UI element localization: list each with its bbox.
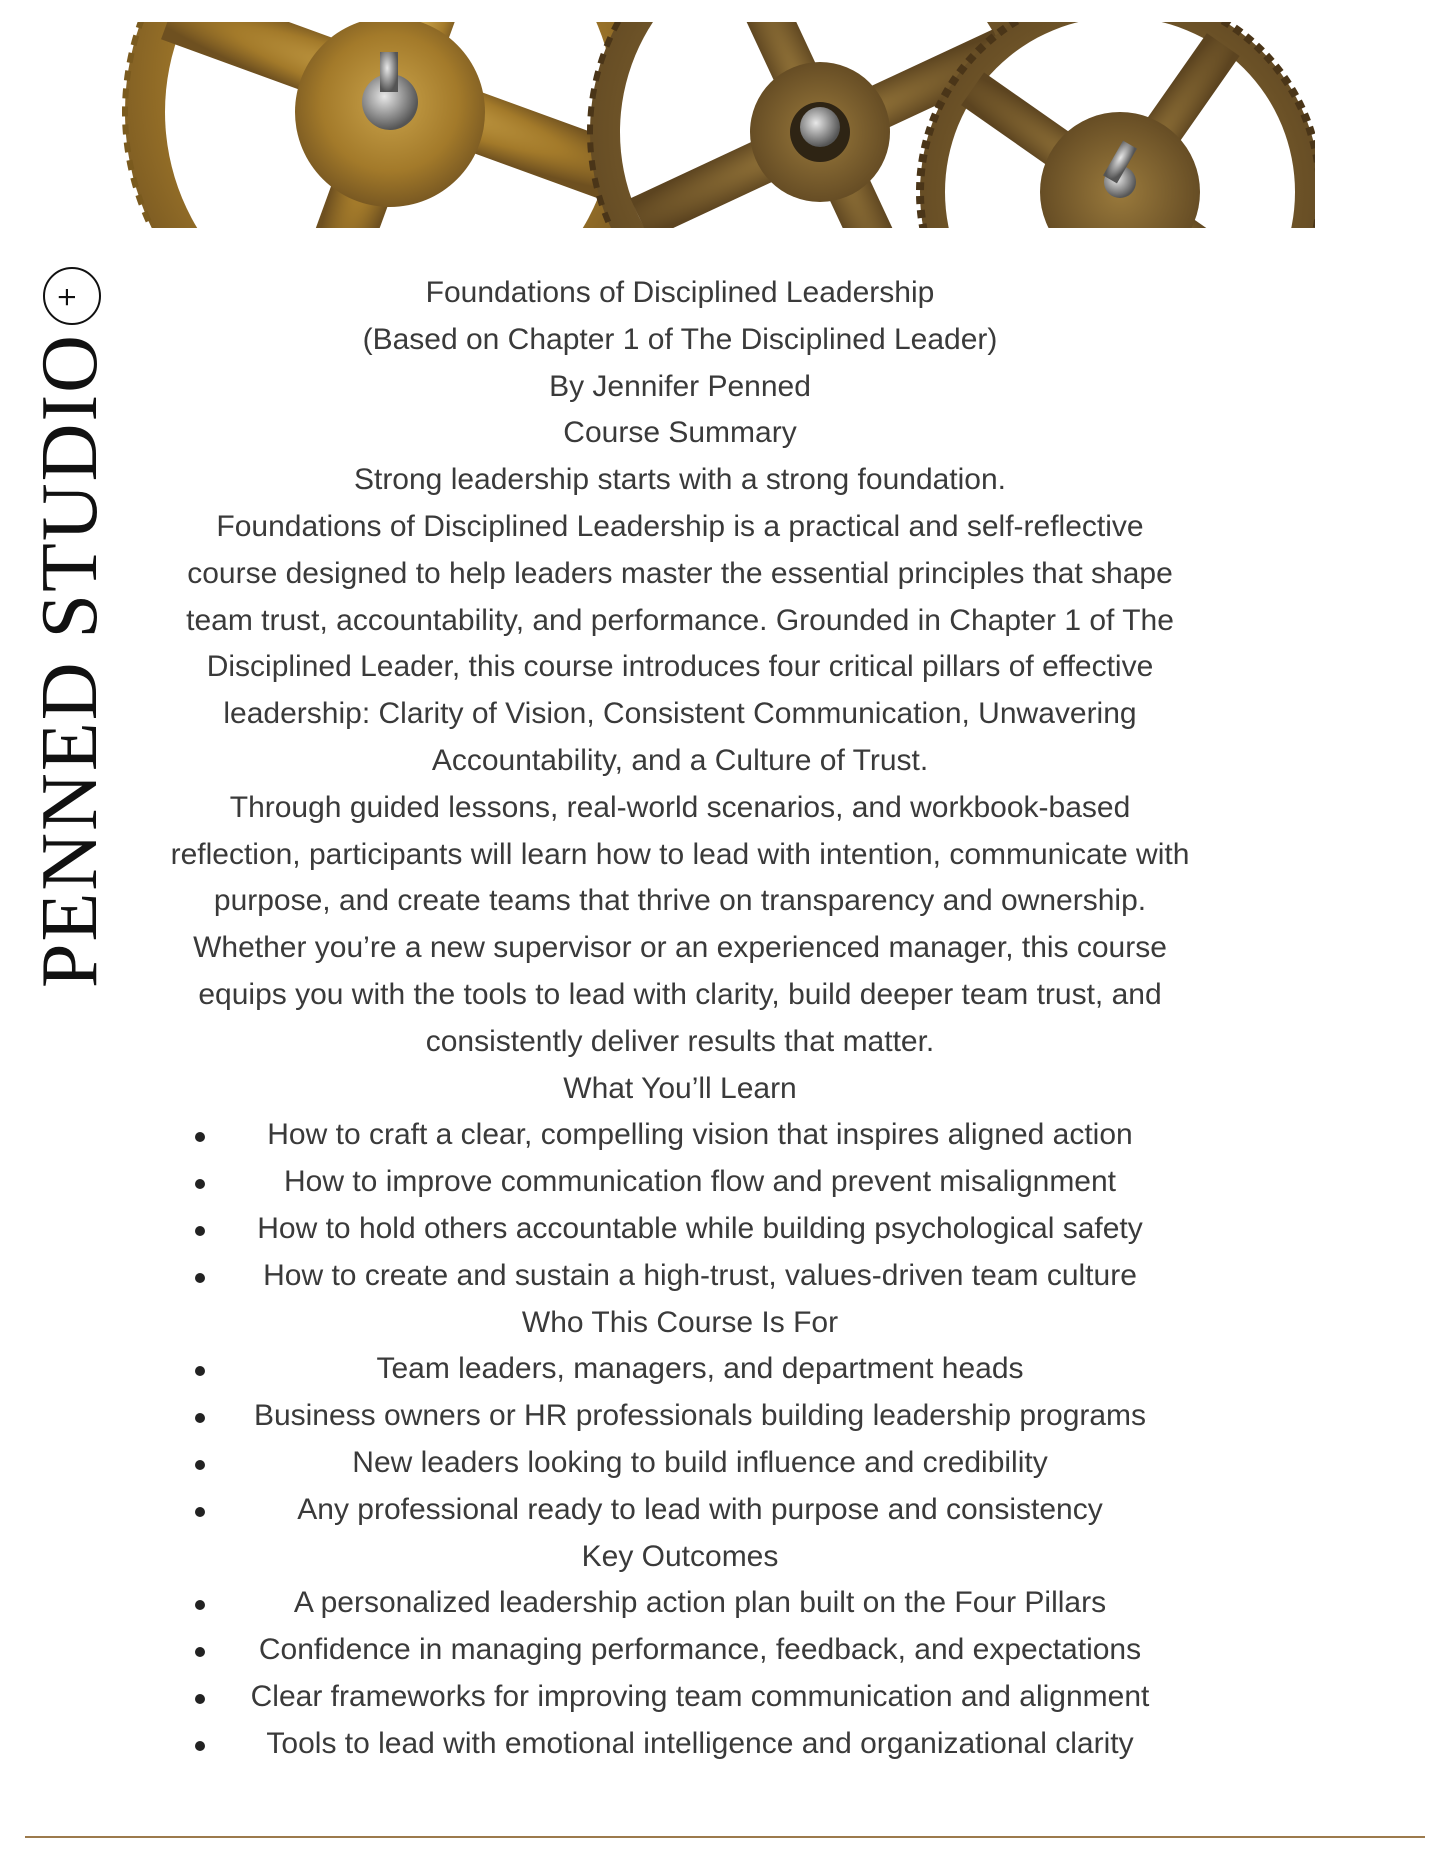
summary-paragraph: Whether you’re a new supervisor or an experienced manager, this course equips you with the tools to lead with clarity, build deeper team trust, and consistently deliver results that matter.: [193, 931, 1167, 1058]
list-item: Clear frameworks for improving team communication and alignment: [170, 1674, 1190, 1721]
audience-heading: Who This Course Is For: [521, 1305, 839, 1339]
brass-gears-image: [120, 22, 1315, 228]
outcomes-list: [170, 1580, 1190, 1767]
course-tagline: Strong leadership starts with a strong foundation.: [353, 463, 1007, 497]
list-item: A personalized leadership action plan built on the Four Pillars: [170, 1580, 1190, 1627]
header-gears-image: [120, 22, 1315, 228]
brand-logo: [26, 267, 114, 988]
learn-list: [170, 1112, 1190, 1299]
learn-heading: What You’ll Learn: [563, 1071, 797, 1105]
course-subtitle: (Based on Chapter 1 of The Disciplined Leader): [362, 322, 998, 356]
summary-paragraph: Foundations of Disciplined Leadership is a practical and self-reflective course designed to help leaders master the essential principles that shape team trust, accountability, and performance. Grounded in Chapter 1 of The Disciplined Leader, this course introduces four critical pillars of effective leadership: Clarity of Vision, Consistent Communication, Unwavering Accountability, and a Culture of Trust.: [186, 509, 1174, 777]
audience-list: [170, 1346, 1190, 1533]
list-item: Tools to lead with emotional intelligence and organizational clarity: [170, 1721, 1190, 1768]
list-item: How to hold others accountable while building psychological safety: [170, 1206, 1190, 1253]
course-author: By Jennifer Penned: [549, 369, 811, 403]
list-item: New leaders looking to build influence and credibility: [170, 1440, 1190, 1487]
list-item: Team leaders, managers, and department heads: [170, 1346, 1190, 1393]
summary-heading: Course Summary: [563, 416, 797, 450]
list-item: How to create and sustain a high-trust, values-driven team culture: [170, 1253, 1190, 1300]
list-item: Confidence in managing performance, feedback, and expectations: [170, 1627, 1190, 1674]
outcomes-heading: Key Outcomes: [581, 1539, 779, 1573]
course-title: Foundations of Disciplined Leadership: [425, 276, 935, 309]
course-description: [170, 270, 1190, 1768]
list-item: How to improve communication flow and prevent misalignment: [170, 1159, 1190, 1206]
footer-divider: [25, 1836, 1425, 1838]
summary-paragraph: Through guided lessons, real-world scenarios, and workbook-based reflection, participants will learn how to lead with intention, communicate with purpose, and create teams that thrive on transparency and ownership.: [170, 790, 1190, 918]
circle-plus-icon: [43, 267, 101, 325]
list-item: Any professional ready to lead with purpose and consistency: [170, 1487, 1190, 1534]
list-item: Business owners or HR professionals building leadership programs: [170, 1393, 1190, 1440]
list-item: How to craft a clear, compelling vision that inspires aligned action: [170, 1112, 1190, 1159]
brand-name: PENNED STUDIO: [26, 333, 114, 988]
